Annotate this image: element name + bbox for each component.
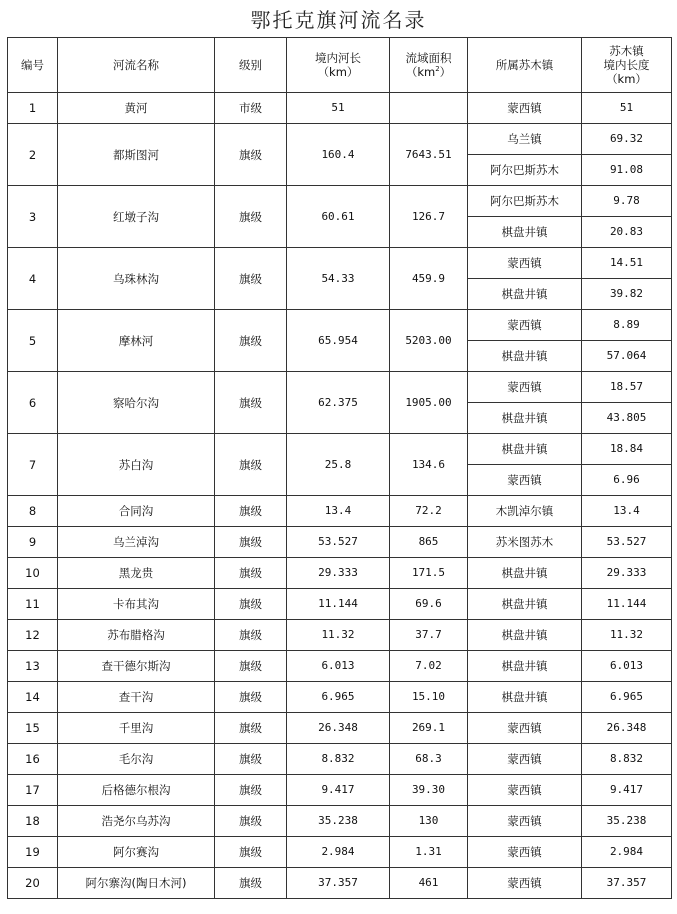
table-row — [8, 527, 672, 558]
cell-level: 旗级 — [215, 186, 287, 248]
cell-river-name: 合同沟 — [58, 496, 215, 527]
cell-river-name: 后格德尔根沟 — [58, 775, 215, 806]
cell-area: 37.7 — [390, 620, 468, 651]
cell-town: 棋盘井镇 — [468, 403, 582, 434]
cell-length: 51 — [287, 93, 390, 124]
cell-level: 旗级 — [215, 775, 287, 806]
cell-town: 蒙西镇 — [468, 713, 582, 744]
cell-no: 18 — [8, 806, 58, 837]
cell-town: 蒙西镇 — [468, 837, 582, 868]
cell-level: 旗级 — [215, 434, 287, 496]
cell-river-name: 苏布腊格沟 — [58, 620, 215, 651]
cell-no: 13 — [8, 651, 58, 682]
header-town: 所属苏木镇 — [468, 38, 582, 93]
cell-area: 72.2 — [390, 496, 468, 527]
table-row — [8, 837, 672, 868]
cell-area: 459.9 — [390, 248, 468, 310]
table-row — [8, 651, 672, 682]
cell-river-name: 阿尔寨沟(陶日木河) — [58, 868, 215, 899]
cell-river-name: 阿尔赛沟 — [58, 837, 215, 868]
header-town-length: 苏木镇 境内长度 （km） — [582, 38, 672, 93]
table-row — [8, 806, 672, 837]
cell-length: 9.417 — [287, 775, 390, 806]
cell-river-name: 红墩子沟 — [58, 186, 215, 248]
cell-town: 棋盘井镇 — [468, 434, 582, 465]
cell-area: 865 — [390, 527, 468, 558]
cell-town-length: 6.013 — [582, 651, 672, 682]
table-row — [8, 248, 672, 279]
cell-town: 棋盘井镇 — [468, 682, 582, 713]
cell-level: 旗级 — [215, 868, 287, 899]
cell-level: 旗级 — [215, 496, 287, 527]
cell-town-length: 57.064 — [582, 341, 672, 372]
cell-river-name: 摩林河 — [58, 310, 215, 372]
cell-river-name: 苏白沟 — [58, 434, 215, 496]
cell-length: 62.375 — [287, 372, 390, 434]
header-area: 流域面积 $(km^2)$ — [390, 38, 468, 93]
cell-town-length: 11.144 — [582, 589, 672, 620]
cell-length: 160.4 — [287, 124, 390, 186]
cell-area: 15.10 — [390, 682, 468, 713]
cell-level: 旗级 — [215, 651, 287, 682]
cell-level: 旗级 — [215, 620, 287, 651]
cell-town-length: 6.96 — [582, 465, 672, 496]
table-row — [8, 868, 672, 899]
cell-no: 8 — [8, 496, 58, 527]
cell-town-length: 11.32 — [582, 620, 672, 651]
cell-town: 棋盘井镇 — [468, 620, 582, 651]
cell-river-name: 浩尧尔乌苏沟 — [58, 806, 215, 837]
table-row — [8, 186, 672, 217]
cell-town: 棋盘井镇 — [468, 589, 582, 620]
cell-town-length: 8.89 — [582, 310, 672, 341]
cell-no: 2 — [8, 124, 58, 186]
cell-area: 461 — [390, 868, 468, 899]
cell-no: 4 — [8, 248, 58, 310]
table-row — [8, 775, 672, 806]
cell-town-length: 35.238 — [582, 806, 672, 837]
cell-town-length: 14.51 — [582, 248, 672, 279]
cell-no: 19 — [8, 837, 58, 868]
cell-town-length: 69.32 — [582, 124, 672, 155]
cell-no: 10 — [8, 558, 58, 589]
cell-area: 7643.51 — [390, 124, 468, 186]
cell-no: 12 — [8, 620, 58, 651]
cell-river-name: 卡布其沟 — [58, 589, 215, 620]
cell-area — [390, 93, 468, 124]
cell-no: 5 — [8, 310, 58, 372]
cell-town-length: 53.527 — [582, 527, 672, 558]
cell-town-length: 91.08 — [582, 155, 672, 186]
cell-town: 蒙西镇 — [468, 868, 582, 899]
header-no: 编号 — [8, 38, 58, 93]
table-row — [8, 713, 672, 744]
header-level: 级别 — [215, 38, 287, 93]
cell-no: 15 — [8, 713, 58, 744]
cell-length: 6.013 — [287, 651, 390, 682]
cell-river-name: 毛尔沟 — [58, 744, 215, 775]
cell-length: 65.954 — [287, 310, 390, 372]
cell-length: 37.357 — [287, 868, 390, 899]
cell-no: 3 — [8, 186, 58, 248]
cell-town: 棋盘井镇 — [468, 651, 582, 682]
cell-length: 2.984 — [287, 837, 390, 868]
table-row — [8, 434, 672, 465]
header-length: 境内河长 （km） — [287, 38, 390, 93]
cell-area: 1.31 — [390, 837, 468, 868]
table-row — [8, 496, 672, 527]
cell-no: 1 — [8, 93, 58, 124]
cell-town: 棋盘井镇 — [468, 279, 582, 310]
cell-no: 9 — [8, 527, 58, 558]
cell-level: 旗级 — [215, 589, 287, 620]
cell-level: 旗级 — [215, 806, 287, 837]
cell-town-length: 8.832 — [582, 744, 672, 775]
page-title: 鄂托克旗河流名录 — [250, 8, 427, 32]
cell-level: 旗级 — [215, 310, 287, 372]
cell-area: 171.5 — [390, 558, 468, 589]
cell-town: 蒙西镇 — [468, 93, 582, 124]
cell-length: 26.348 — [287, 713, 390, 744]
table-row — [8, 124, 672, 155]
cell-river-name: 千里沟 — [58, 713, 215, 744]
cell-area: 269.1 — [390, 713, 468, 744]
table-row — [8, 620, 672, 651]
cell-river-name: 都斯图河 — [58, 124, 215, 186]
cell-no: 14 — [8, 682, 58, 713]
cell-town-length: 39.82 — [582, 279, 672, 310]
cell-town: 木凯淖尔镇 — [468, 496, 582, 527]
cell-area: 5203.00 — [390, 310, 468, 372]
cell-level: 旗级 — [215, 682, 287, 713]
table-row — [8, 589, 672, 620]
cell-area: 39.30 — [390, 775, 468, 806]
cell-length: 6.965 — [287, 682, 390, 713]
cell-town-length: 13.4 — [582, 496, 672, 527]
cell-length: 60.61 — [287, 186, 390, 248]
cell-area: 1905.00 — [390, 372, 468, 434]
cell-town: 蒙西镇 — [468, 248, 582, 279]
cell-no: 16 — [8, 744, 58, 775]
cell-area: 7.02 — [390, 651, 468, 682]
cell-town-length: 29.333 — [582, 558, 672, 589]
cell-town-length: 9.78 — [582, 186, 672, 217]
cell-town: 蒙西镇 — [468, 744, 582, 775]
table-row — [8, 310, 672, 341]
table-row — [8, 372, 672, 403]
cell-town-length: 51 — [582, 93, 672, 124]
cell-area: 126.7 — [390, 186, 468, 248]
cell-town-length: 6.965 — [582, 682, 672, 713]
cell-length: 11.144 — [287, 589, 390, 620]
table-row — [8, 93, 672, 124]
cell-level: 旗级 — [215, 558, 287, 589]
cell-level: 旗级 — [215, 527, 287, 558]
river-table — [7, 37, 672, 899]
cell-level: 旗级 — [215, 372, 287, 434]
cell-town-length: 20.83 — [582, 217, 672, 248]
cell-level: 旗级 — [215, 713, 287, 744]
cell-no: 17 — [8, 775, 58, 806]
cell-no: 20 — [8, 868, 58, 899]
cell-no: 6 — [8, 372, 58, 434]
cell-level: 旗级 — [215, 124, 287, 186]
cell-area: 69.6 — [390, 589, 468, 620]
table-row — [8, 558, 672, 589]
cell-river-name: 查干沟 — [58, 682, 215, 713]
cell-town: 苏米图苏木 — [468, 527, 582, 558]
cell-town: 阿尔巴斯苏木 — [468, 186, 582, 217]
cell-town: 蒙西镇 — [468, 465, 582, 496]
cell-river-name: 乌兰淖沟 — [58, 527, 215, 558]
cell-town: 阿尔巴斯苏木 — [468, 155, 582, 186]
cell-length: 13.4 — [287, 496, 390, 527]
cell-town-length: 9.417 — [582, 775, 672, 806]
cell-length: 25.8 — [287, 434, 390, 496]
cell-area: 130 — [390, 806, 468, 837]
cell-area: 68.3 — [390, 744, 468, 775]
cell-length: 29.333 — [287, 558, 390, 589]
cell-no: 11 — [8, 589, 58, 620]
cell-level: 旗级 — [215, 837, 287, 868]
cell-town: 乌兰镇 — [468, 124, 582, 155]
cell-length: 53.527 — [287, 527, 390, 558]
header-name: 河流名称 — [58, 38, 215, 93]
cell-town: 蒙西镇 — [468, 372, 582, 403]
cell-length: 8.832 — [287, 744, 390, 775]
cell-town-length: 26.348 — [582, 713, 672, 744]
cell-level: 市级 — [215, 93, 287, 124]
cell-area: 134.6 — [390, 434, 468, 496]
cell-level: 旗级 — [215, 744, 287, 775]
table-row — [8, 682, 672, 713]
cell-level: 旗级 — [215, 248, 287, 310]
cell-town-length: 2.984 — [582, 837, 672, 868]
cell-town-length: 43.805 — [582, 403, 672, 434]
cell-river-name: 查干德尔斯沟 — [58, 651, 215, 682]
cell-river-name: 乌珠林沟 — [58, 248, 215, 310]
cell-town: 蒙西镇 — [468, 775, 582, 806]
cell-river-name: 黄河 — [58, 93, 215, 124]
cell-town: 棋盘井镇 — [468, 341, 582, 372]
cell-town-length: 18.57 — [582, 372, 672, 403]
cell-town-length: 18.84 — [582, 434, 672, 465]
cell-length: 35.238 — [287, 806, 390, 837]
cell-town: 棋盘井镇 — [468, 558, 582, 589]
cell-town: 蒙西镇 — [468, 310, 582, 341]
cell-town: 棋盘井镇 — [468, 217, 582, 248]
table-row — [8, 744, 672, 775]
cell-river-name: 黑龙贵 — [58, 558, 215, 589]
cell-river-name: 察哈尔沟 — [58, 372, 215, 434]
cell-town: 蒙西镇 — [468, 806, 582, 837]
header-row — [8, 38, 672, 93]
cell-town-length: 37.357 — [582, 868, 672, 899]
cell-length: 11.32 — [287, 620, 390, 651]
cell-length: 54.33 — [287, 248, 390, 310]
cell-no: 7 — [8, 434, 58, 496]
